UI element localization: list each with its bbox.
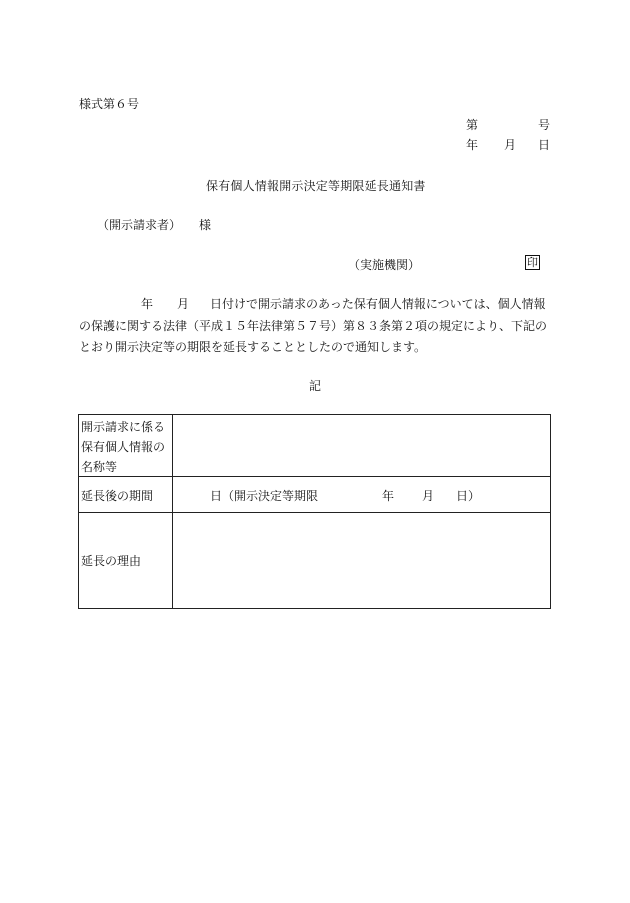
name-label	[81, 417, 165, 477]
issue-date-day: 日	[537, 138, 550, 152]
name-label-line: 開示請求に係る	[81, 420, 166, 434]
body-year: 年	[141, 297, 154, 311]
body-line-3: とおり開示決定等の期限を延長することとしたので通知します。	[79, 340, 427, 354]
ki-marker: 記	[309, 379, 322, 393]
issue-date-year: 年	[466, 138, 479, 152]
form-number: 様式第６号	[79, 97, 140, 111]
body-line-2: の保護に関する法律（平成１５年法律第５７号）第８３条第２項の規定により、下記の	[79, 319, 548, 333]
body-month: 月	[177, 297, 190, 311]
period-day-deadline: 日（開示決定等期限	[210, 489, 319, 503]
name-label-line: 保有個人情報の	[81, 440, 166, 454]
seal-mark: 印	[527, 256, 538, 269]
period-label: 延長後の期間	[81, 489, 154, 503]
name-label-line: 名称等	[81, 460, 118, 474]
document-title: 保有個人情報開示決定等期限延長通知書	[206, 179, 426, 193]
period-month: 月	[422, 489, 435, 503]
document-number-suffix: 号	[537, 118, 550, 132]
table-row-divider	[79, 512, 550, 513]
document-number-prefix: 第	[466, 118, 479, 132]
record-table	[78, 414, 551, 609]
recipient	[97, 219, 211, 231]
period-day-close: 日）	[456, 489, 481, 503]
period-year: 年	[382, 489, 395, 503]
recipient-label: （開示請求者）	[97, 218, 182, 232]
recipient-honorific: 様	[199, 218, 212, 232]
issue-date-month: 月	[504, 138, 517, 152]
body-line-1-text: 日付けで開示請求のあった保有個人情報については、個人情報	[210, 297, 546, 311]
reason-label: 延長の理由	[81, 554, 142, 568]
agency-label: （実施機関）	[348, 258, 421, 272]
